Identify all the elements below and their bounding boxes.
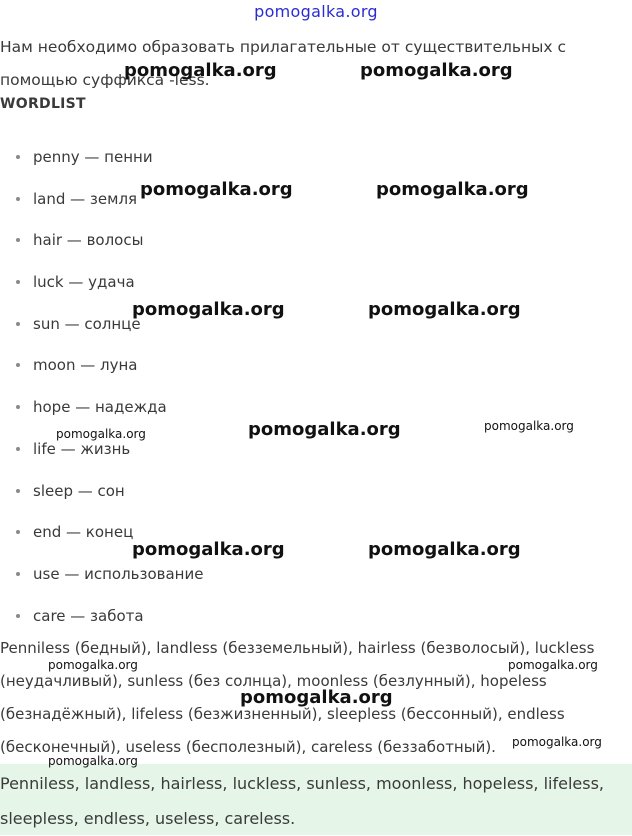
- word-pair: sleep — сон: [33, 481, 125, 500]
- word-pair: use — использование: [33, 564, 204, 583]
- answer-box: Penniless, landless, hairless, luckless, sunless, moonless, hopeless, lifeless, sleepless, endless, useless, careless.: [0, 764, 632, 835]
- list-item: [0, 437, 203, 479]
- bullet-icon: [16, 155, 20, 159]
- bullet-icon: [16, 614, 20, 618]
- bullet-icon: [16, 405, 20, 409]
- word-pair: hope — надежда: [33, 398, 167, 417]
- watermark: pomogalka.org: [368, 539, 521, 560]
- list-item: [0, 353, 203, 395]
- bullet-icon: [16, 280, 20, 284]
- watermark: pomogalka.org: [132, 539, 285, 560]
- word-pair: end — конец: [33, 523, 134, 542]
- bullet-icon: [16, 489, 20, 493]
- watermark: pomogalka.org: [248, 419, 401, 440]
- bullet-icon: [16, 447, 20, 451]
- bullet-icon: [16, 238, 20, 242]
- watermark: pomogalka.org: [360, 60, 513, 81]
- word-list: [0, 145, 203, 645]
- list-item: [0, 479, 203, 521]
- site-logo[interactable]: pomogalka.org: [254, 2, 378, 21]
- watermark: pomogalka.org: [508, 658, 598, 672]
- bullet-icon: [16, 530, 20, 534]
- word-pair: moon — луна: [33, 356, 138, 375]
- translation-paragraph: Penniless (бедный), landless (безземельный), hairless (безволосый), luckless (неудачливый), sunless (без солнца), moonless (безлунный), hopeless (безнадёжный), lifeless (безжизненный), sleepless (бессонный), endless (бесконечный), useless (бесполезный), careless (беззаботный).: [0, 639, 595, 756]
- bullet-icon: [16, 197, 20, 201]
- watermark: pomogalka.org: [56, 427, 146, 441]
- watermark: pomogalka.org: [240, 687, 393, 708]
- word-pair: land — земля: [33, 189, 138, 208]
- word-pair: luck — удача: [33, 273, 135, 292]
- word-pair: life — жизнь: [33, 439, 131, 458]
- list-item: [0, 562, 203, 604]
- word-pair: hair — волосы: [33, 231, 144, 250]
- watermark: pomogalka.org: [132, 299, 285, 320]
- list-item: [0, 228, 203, 270]
- watermark: pomogalka.org: [368, 299, 521, 320]
- watermark: pomogalka.org: [48, 754, 138, 768]
- watermark: pomogalka.org: [512, 735, 602, 749]
- watermark: pomogalka.org: [124, 60, 277, 81]
- word-pair: care — забота: [33, 606, 144, 625]
- bullet-icon: [16, 322, 20, 326]
- word-pair: sun — солнце: [33, 314, 141, 333]
- intro-text: Нам необходимо образовать прилагательные от существительных с помощью суффикса -less.: [0, 38, 567, 89]
- wordlist-heading: WORDLIST: [0, 96, 86, 112]
- watermark: pomogalka.org: [140, 179, 293, 200]
- watermark: pomogalka.org: [376, 179, 529, 200]
- watermark: pomogalka.org: [48, 658, 138, 672]
- bullet-icon: [16, 572, 20, 576]
- watermark: pomogalka.org: [484, 419, 574, 433]
- word-pair: penny — пенни: [33, 148, 153, 166]
- bullet-icon: [16, 363, 20, 367]
